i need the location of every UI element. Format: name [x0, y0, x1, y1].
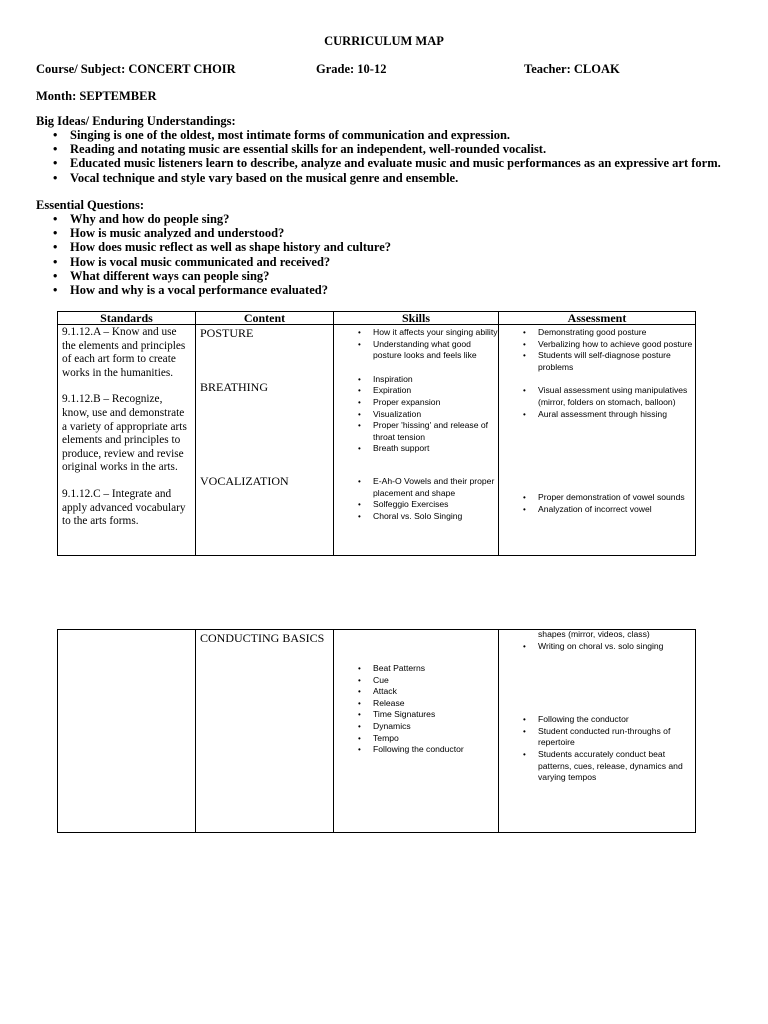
list-item: • Dynamics — [334, 721, 498, 733]
essential-questions-list — [36, 212, 736, 297]
list-item: • Solfeggio Exercises — [334, 499, 498, 511]
list-item: • Choral vs. Solo Singing — [334, 511, 498, 523]
content-vocalization: VOCALIZATION — [200, 474, 289, 488]
content-breathing: BREATHING — [200, 380, 268, 394]
skills-vocalization-list — [334, 476, 498, 522]
curriculum-table-continued — [57, 629, 696, 833]
list-item: • Singing is one of the oldest, most intimate forms of communication and expression. — [36, 128, 736, 142]
assess-posture-list — [499, 327, 695, 373]
list-item: • Understanding what good posture looks and feels like — [334, 339, 498, 362]
standard-b: 9.1.12.B – Recognize, know, use and demonstrate a variety of appropriate arts elements and principles to produce, review and revise original works in the arts. — [62, 393, 187, 474]
list-item: • Time Signatures — [334, 709, 498, 721]
header-content: Content — [196, 312, 334, 325]
list-item: • Visualization — [334, 409, 498, 421]
list-item: • Visual assessment using manipulatives (mirror, folders on stomach, balloon) — [499, 385, 695, 408]
course-subject: Course/ Subject: CONCERT CHOIR — [36, 62, 236, 76]
list-item: • Proper 'hissing' and release of throat tension — [334, 420, 498, 443]
list-item: • Aural assessment through hissing — [499, 409, 695, 421]
list-item: • Demonstrating good posture — [499, 327, 695, 339]
skills-breathing-list — [334, 374, 498, 455]
skills-conducting-list — [334, 663, 498, 756]
list-item: • Tempo — [334, 733, 498, 745]
list-item: • What different ways can people sing? — [36, 269, 736, 283]
grade-level: Grade: 10-12 — [316, 62, 387, 76]
list-item: • Reading and notating music are essential skills for an independent, well-rounded vocalist. — [36, 142, 736, 156]
content-cell — [196, 325, 334, 556]
list-item: • How is music analyzed and understood? — [36, 226, 736, 240]
list-item: • Attack — [334, 686, 498, 698]
essential-questions-heading: Essential Questions: — [36, 198, 145, 212]
assess-conducting-list — [499, 714, 695, 784]
list-item: • Writing on choral vs. solo singing — [499, 641, 695, 653]
table-row — [58, 325, 696, 556]
assess-vocalization-list — [499, 492, 695, 515]
list-item: • Beat Patterns — [334, 663, 498, 675]
big-ideas-heading: Big Ideas/ Enduring Understandings: — [36, 114, 236, 128]
content-conducting-basics: CONDUCTING BASICS — [200, 631, 325, 645]
list-item: • Verbalizing how to achieve good posture — [499, 339, 695, 351]
content-posture: POSTURE — [200, 326, 254, 340]
standard-c: 9.1.12.C – Integrate and apply advanced vocabulary to the arts forms. — [62, 487, 186, 528]
list-item: • Students will self-diagnose posture problems — [499, 350, 695, 373]
big-ideas-list — [36, 128, 736, 185]
assess-breathing-list — [499, 385, 695, 420]
document-title: CURRICULUM MAP — [324, 34, 444, 48]
list-item: • Following the conductor — [334, 744, 498, 756]
list-item: • E-Ah-O Vowels and their proper placement and shape — [334, 476, 498, 499]
list-item: • Vocal technique and style vary based on the musical genre and ensemble. — [36, 171, 736, 185]
list-item: • Following the conductor — [499, 714, 695, 726]
assessment-cell — [499, 630, 696, 833]
list-item: • Why and how do people sing? — [36, 212, 736, 226]
list-item: • Educated music listeners learn to describe, analyze and evaluate music and music performances as an expressive art form. — [36, 156, 736, 170]
list-item: • Students accurately conduct beat patterns, cues, release, dynamics and varying tempos — [499, 749, 695, 784]
assess-continued-text: shapes (mirror, videos, class) — [538, 629, 650, 639]
header-assessment: Assessment — [499, 312, 696, 325]
standards-cell — [58, 630, 196, 833]
list-item: • Release — [334, 698, 498, 710]
month: Month: SEPTEMBER — [36, 89, 157, 103]
list-item: • How it affects your singing ability — [334, 327, 498, 339]
content-cell — [196, 630, 334, 833]
curriculum-table — [57, 311, 696, 556]
list-item: • Cue — [334, 675, 498, 687]
list-item: • How is vocal music communicated and received? — [36, 255, 736, 269]
list-item: • Expiration — [334, 385, 498, 397]
skills-cell — [334, 630, 499, 833]
standard-a: 9.1.12.A – Know and use the elements and principles of each art form to create works in the humanities. — [62, 326, 186, 379]
list-item: • How does music reflect as well as shape history and culture? — [36, 240, 736, 254]
list-item: • Proper demonstration of vowel sounds — [499, 492, 695, 504]
assessment-cell — [499, 325, 696, 556]
skills-posture-list — [334, 327, 498, 362]
assess-continued-list — [499, 641, 695, 653]
list-item: • Proper expansion — [334, 397, 498, 409]
list-item: • Student conducted run-throughs of repertoire — [499, 726, 695, 749]
skills-cell — [334, 325, 499, 556]
standards-cell — [58, 325, 196, 556]
teacher-name: Teacher: CLOAK — [524, 62, 620, 76]
header-standards: Standards — [58, 312, 196, 325]
list-item: • Inspiration — [334, 374, 498, 386]
list-item: • Analyzation of incorrect vowel — [499, 504, 695, 516]
header-skills: Skills — [334, 312, 499, 325]
list-item: • Breath support — [334, 443, 498, 455]
table-header-row — [58, 312, 696, 325]
list-item: • How and why is a vocal performance evaluated? — [36, 283, 736, 297]
table-row — [58, 630, 696, 833]
